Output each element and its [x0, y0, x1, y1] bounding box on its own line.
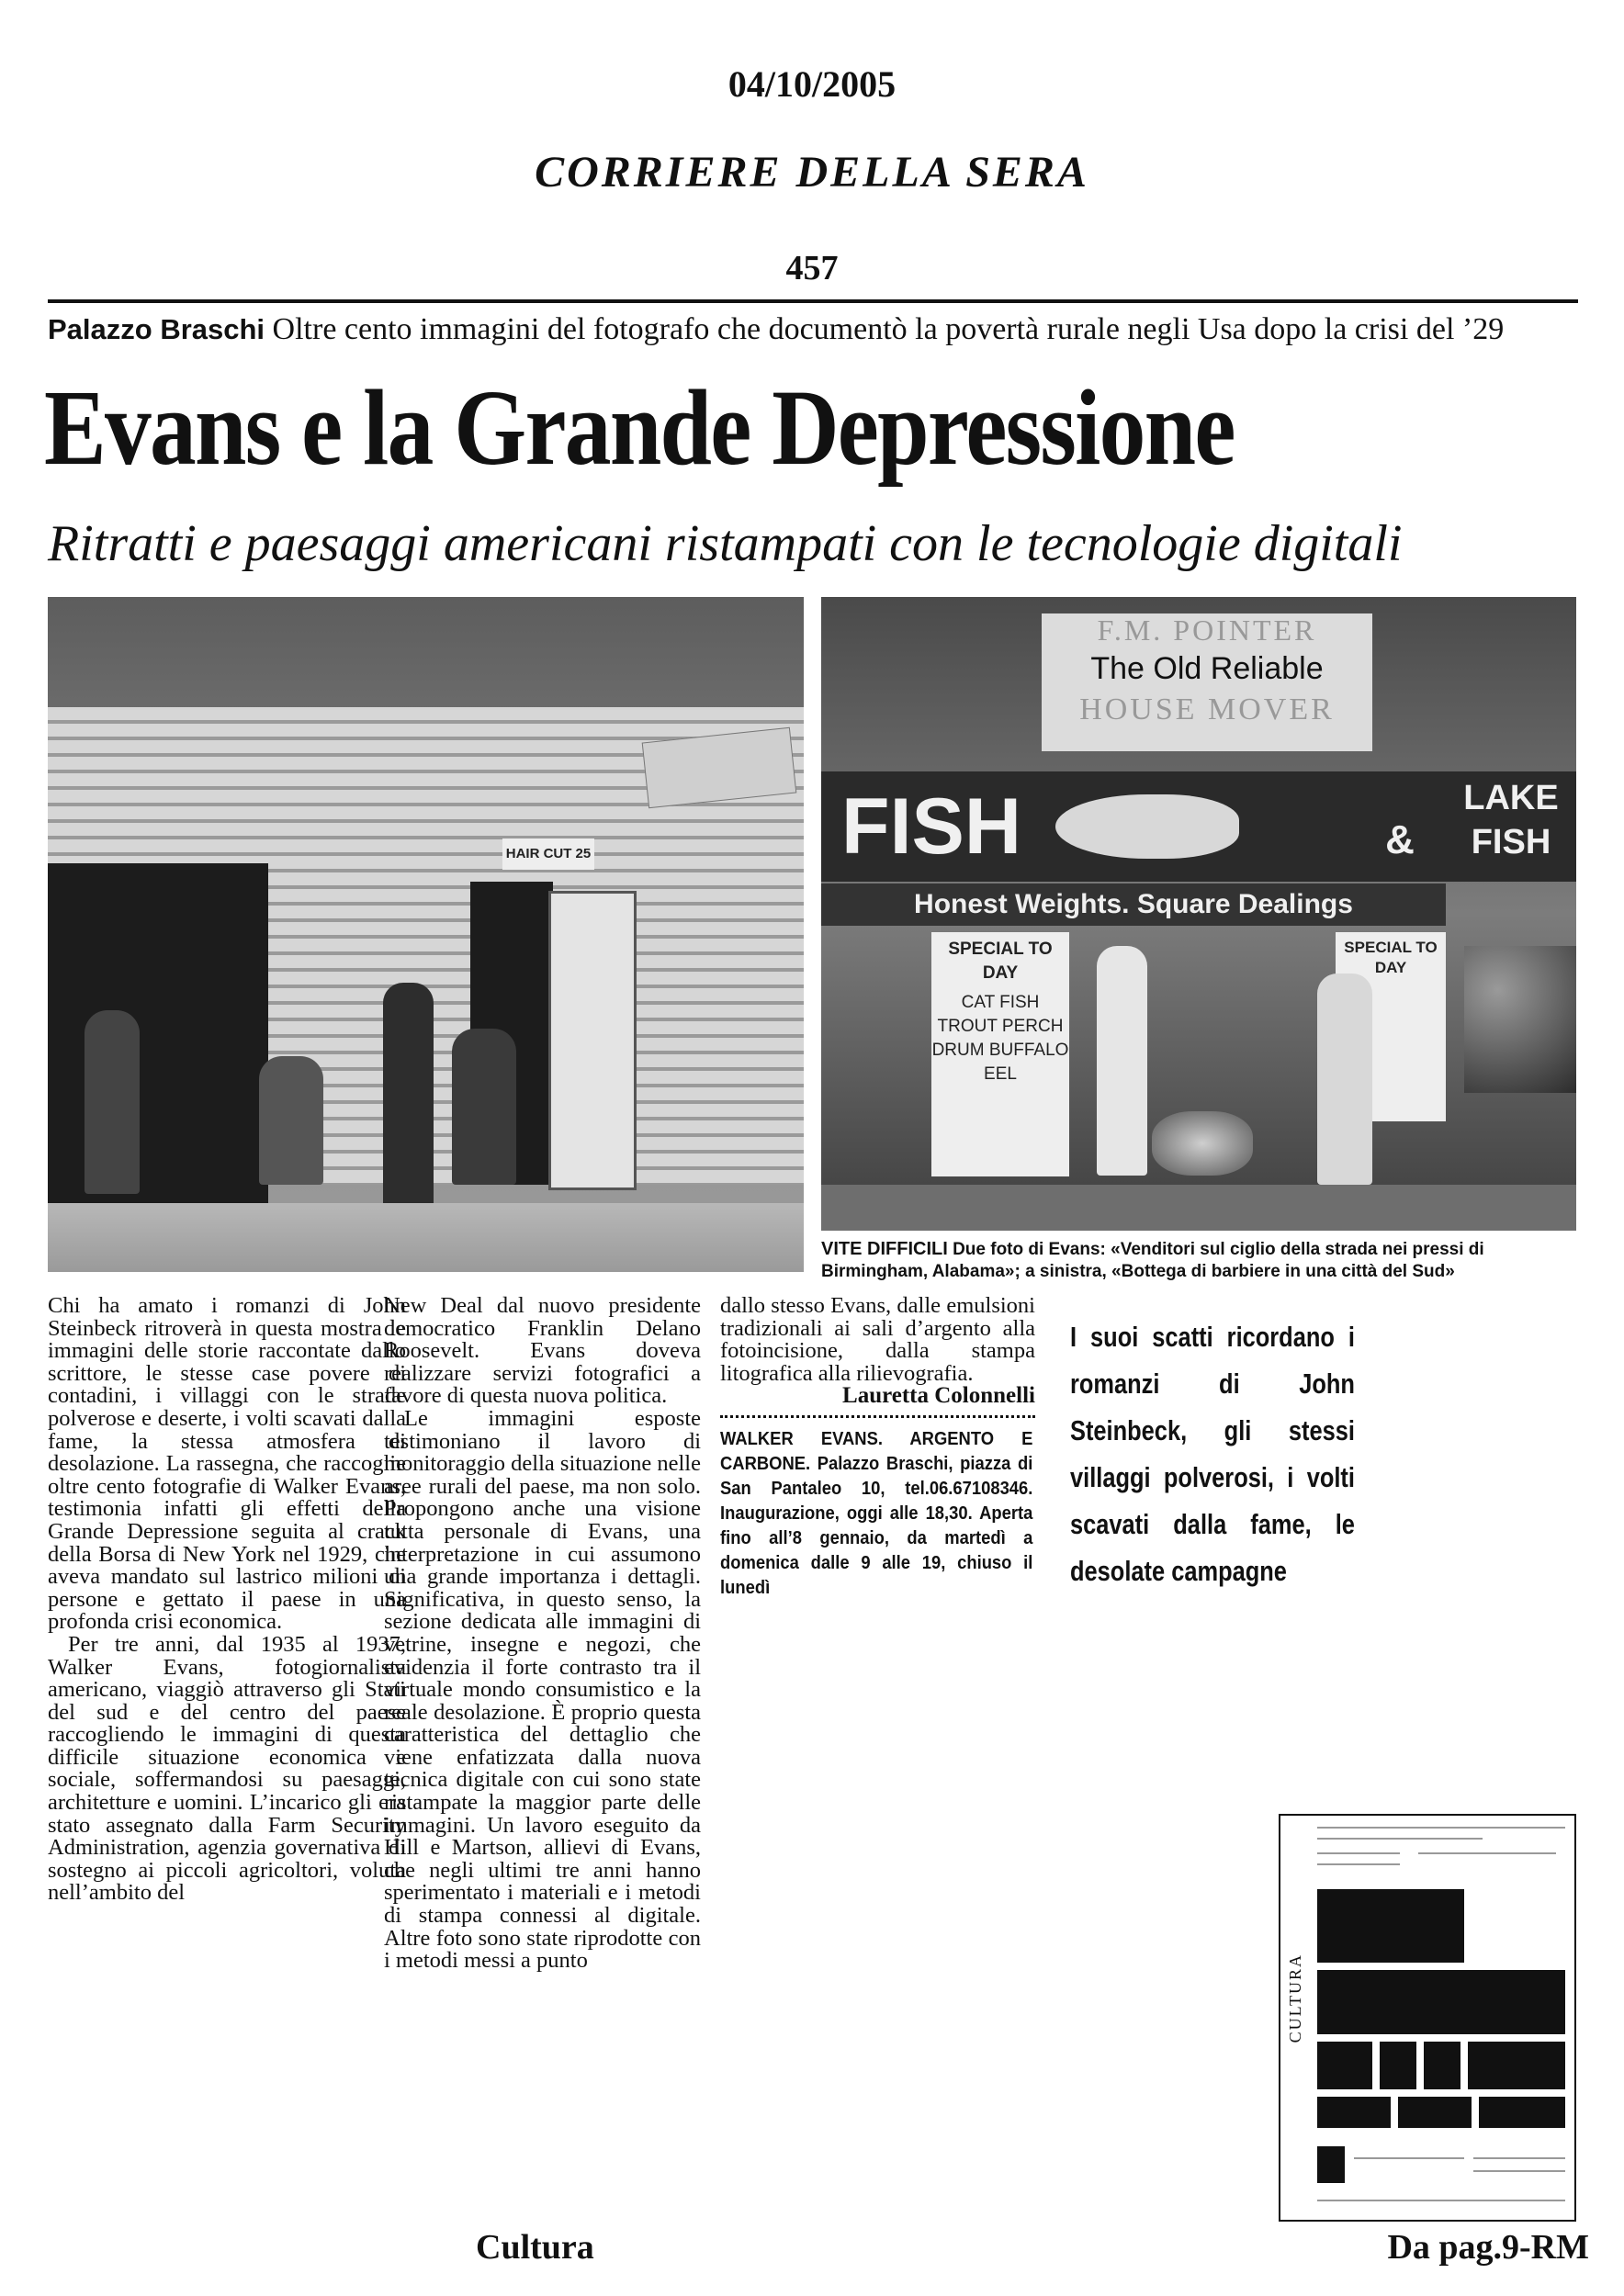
- thumb-block: [1398, 2097, 1472, 2128]
- thumb-block: [1317, 2042, 1372, 2089]
- seated-man-3: [452, 1029, 516, 1185]
- special-menu-items: CAT FISH TROUT PERCH DRUM BUFFALO EEL: [931, 993, 1069, 1084]
- caption-label: VITE DIFFICILI: [821, 1239, 948, 1259]
- page-number: 457: [785, 249, 839, 287]
- headline: Evans e la Grande Depressione: [44, 367, 1235, 488]
- kicker-text: Oltre cento immagini del fotografo che documentò la povertà rurale negli Usa dopo la crisi del ’29: [272, 312, 1505, 346]
- watermelons-ground: [1152, 1111, 1253, 1176]
- seated-man-1: [85, 1010, 140, 1194]
- sign-line-1: F.M. POINTER: [1097, 613, 1317, 647]
- photo-caption: [821, 1238, 1576, 1283]
- section-name: Cultura: [476, 2228, 594, 2267]
- caption-text: Due foto di Evans: «Venditori sul ciglio della strada nei pressi di Birmingham, Alabama»; a sinistra, «Bottega di barbiere in una città del Sud»: [821, 1240, 1484, 1281]
- exhibition-info: WALKER EVANS. ARGENTO E CARBONE. Palazzo Braschi, piazza di San Pantaleo 10, tel.06.67108346. Inaugurazione, oggi alle 18,30. Aperta fino all’8 gennaio, da martedì a domenica dalle 9 alle 19, chiuso il lunedì: [720, 1428, 1033, 1598]
- thumb-block: [1317, 2097, 1391, 2128]
- byline: Lauretta Colonnelli: [842, 1383, 1035, 1409]
- newspaper-masthead: CORRIERE DELLA SERA: [535, 148, 1089, 197]
- paragraph: Le immagini esposte testimoniano il lavoro di monitoraggio della situazione nelle aree rurali del paese, ma non solo. Propongono anche una visione tutta personale di Evans, una interpretazione in cui assumono una grande importanza i dettagli. Significativa, in questo senso, la sezione dedicata alle immagini di vetrine, insegne e negozi, che evidenzia il forte contrasto tra il virtuale mondo consumistico e la reale desolazione. È proprio questa caratteristica del dettaglio che viene enfatizzata dalla nuova tecnica digitale con cui sono state ristampate la maggior parte delle immagini. Un lavoro eseguito da Hill e Martson, allievi di Evans, che negli ultimi tre anni hanno sperimentato i materiali e i metodi di stampa connessi al digitale. Altre foto sono state riprodotte con i metodi messi a punto: [384, 1405, 701, 1974]
- seated-man-2: [259, 1056, 323, 1185]
- sign-line-3: HOUSE MOVER: [1079, 692, 1335, 726]
- thumb-line: [1317, 1838, 1483, 1840]
- thumb-block: [1424, 2042, 1460, 2089]
- special-menu-board-2: SPECIAL TO DAY: [1336, 932, 1446, 1121]
- thumb-line: [1354, 2157, 1464, 2159]
- vendor-man-2: [1317, 974, 1372, 1185]
- thumb-section-label: CULTURA: [1286, 1953, 1304, 2043]
- screen-door: [548, 891, 637, 1190]
- special-menu-board: [931, 932, 1069, 1176]
- fish-sign-text: FISH: [841, 782, 1021, 871]
- thumb-line: [1418, 1852, 1556, 1854]
- thumb-block: [1380, 2042, 1416, 2089]
- thumb-line: [1473, 2170, 1565, 2172]
- special-heading: SPECIAL TO DAY: [948, 940, 1053, 983]
- from-page-note: Da pag.9-RM: [1387, 2228, 1589, 2267]
- thumb-line: [1317, 1827, 1565, 1829]
- thumb-line: [1317, 1863, 1400, 1865]
- dotted-divider: [720, 1415, 1035, 1418]
- haircut-sign: HAIR CUT 25: [502, 838, 594, 870]
- thumb-block: [1479, 2097, 1565, 2128]
- article-column-1: [48, 1295, 406, 1905]
- kicker-place: Palazzo Braschi: [48, 313, 265, 345]
- kicker: [48, 312, 1591, 347]
- watermelons-stack: [1464, 946, 1576, 1093]
- standing-man: [383, 983, 434, 1208]
- roadside-ground: [821, 1185, 1576, 1231]
- fish-drawing: [1055, 794, 1239, 859]
- vendor-man-1: [1097, 946, 1147, 1176]
- thumb-block: [1468, 2042, 1565, 2089]
- ampersand: &: [1385, 817, 1415, 862]
- paragraph: Chi ha amato i romanzi di John Steinbeck ritroverà in questa mostra le immagini delle storie raccontate dallo scrittore, le stesse case povere di contadini, i villaggi con le strade polverose e deserte, i volti scavati dalla fame, la stessa atmosfera di desolazione. La rassegna, che raccoglie oltre cento fotografie di Walker Evans, testimonia infatti gli effetti della Grande Depressione seguita al crack della Borsa di New York nel 1929, che aveva mandato sul lastrico milioni di persone e gettato il paese in una profonda crisi economica.: [48, 1293, 406, 1635]
- lake-fish-text: LAKE FISH: [1463, 779, 1559, 861]
- photo-barber-shop: [48, 597, 804, 1272]
- article-column-2: [384, 1295, 701, 1973]
- paragraph: dallo stesso Evans, dalle emulsioni tradizionali ai sali d’argento alla fotoincisione, dalla stampa litografica alla rilievografia.: [720, 1293, 1035, 1386]
- header-rule: [48, 299, 1578, 303]
- honest-weights-banner: Honest Weights. Square Dealings: [821, 884, 1446, 926]
- paragraph: New Deal dal nuovo presidente democratico Franklin Delano Roosevelt. Evans doveva realizzare servizi fotografici a favore di questa nuova politica.: [384, 1293, 701, 1409]
- thumb-line: [1317, 1852, 1400, 1854]
- photo-fish-market: [821, 597, 1576, 1231]
- thumb-block: [1317, 2146, 1345, 2183]
- thumb-block: [1317, 1889, 1464, 1963]
- pull-quote: I suoi scatti ricordano i romanzi di John Steinbeck, gli stessi villaggi polverosi, i volti scavati dalla fame, le desolate campagne: [1070, 1321, 1355, 1587]
- paragraph: Per tre anni, dal 1935 al 1937, Walker Evans, fotogiornalista americano, viaggiò attraverso gli Stati del sud e del centro del paese raccogliendo le immagini di questa difficile situazione economica e sociale, soffermandosi su paesaggi, architetture e uomini. L’incarico gli era stato assegnato dalla Farm Security Administration, agenzia governativa di sostegno ai piccoli agricoltori, voluta nell’ambito del: [48, 1631, 406, 1906]
- page-thumbnail: [1279, 1814, 1576, 2222]
- subheadline: Ritratti e paesaggi americani ristampati con le tecnologie digitali: [48, 515, 1403, 572]
- clipping-date: 04/10/2005: [727, 63, 897, 105]
- house-mover-sign: [1042, 613, 1372, 751]
- thumb-block: [1317, 1970, 1565, 2034]
- article-column-3: [720, 1295, 1035, 1601]
- dirt-street: [48, 1203, 804, 1272]
- thumb-line: [1317, 2200, 1565, 2201]
- sign-line-2: The Old Reliable: [1090, 651, 1324, 686]
- thumb-line: [1473, 2157, 1565, 2159]
